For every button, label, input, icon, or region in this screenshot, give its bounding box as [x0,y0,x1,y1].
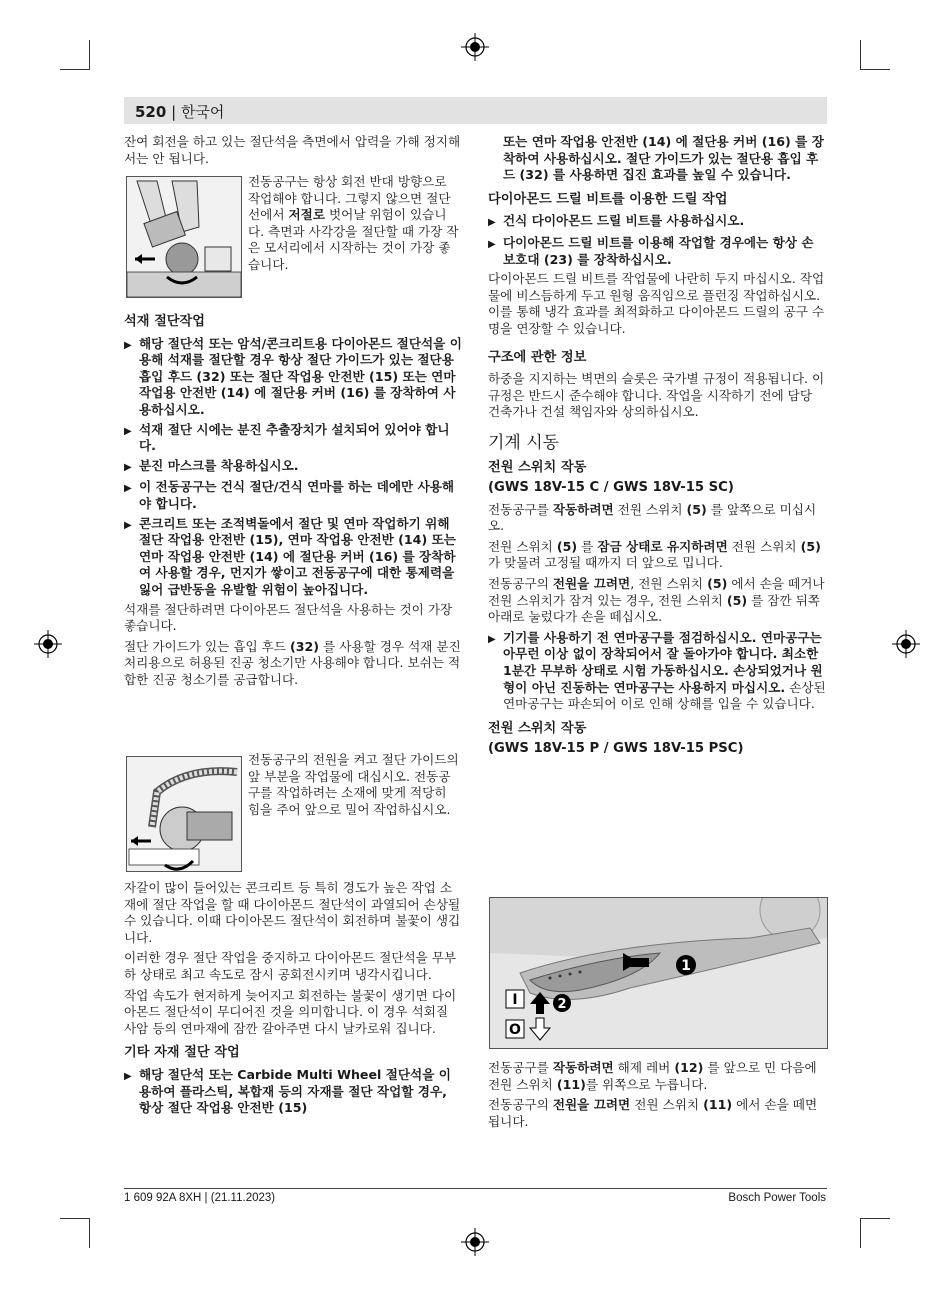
section-heading-start: 기계 시동 [488,432,560,453]
trim-mark [860,69,890,70]
figure-cutting-direction [126,176,242,298]
paddle-switch-section [488,1060,826,1134]
suction-hood-illustration [127,757,241,871]
concrete-section [124,880,462,1120]
bullet-item: ▶ 석재 절단 시에는 분진 추출장치가 설치되어 있어야 합니다. [124,421,450,454]
page-number: 520 [135,103,167,121]
right-column [488,134,826,763]
bullet-arrow-icon: ▶ [124,339,132,351]
stone-cutting-section [124,302,462,692]
bullet-arrow-icon: ▶ [124,1070,132,1082]
callout-2: 2 [557,997,567,1012]
registration-mark-bottom [461,1228,489,1256]
continued-bullet: 또는 연마 작업용 안전반 (14) 에 절단용 커버 (16) 를 장착하여 사용하십시오. 절단 가이드가 있는 절단용 흡입 후드 (32) 를 사용하면 집진 효과를 높일 수 있습니다. [503,134,824,183]
switch-on-paragraph: 전동공구를 작동하려면 전원 스위치 (5) 를 앞쪽으로 미십시오. [488,501,817,534]
section-heading-switch: 전원 스위치 작동 [488,459,587,475]
figure-cutting-guide [126,756,242,872]
bullet-arrow-icon: ▶ [124,519,132,531]
on-symbol: I [512,992,518,1008]
bullet-item: ▶ 분진 마스크를 착용하십시오. [124,458,462,477]
trim-mark [860,1218,861,1248]
grinder-cutting-illustration [127,177,241,297]
section-heading-structure: 구조에 관한 정보 [488,349,587,365]
section-heading-switch-2: 전원 스위치 작동 [488,720,587,736]
bullet-item: ▶ 건식 다이아몬드 드릴 비트를 사용하십시오. [488,213,826,232]
section-heading-drill: 다이아몬드 드릴 비트를 이용한 드릴 작업 [488,191,728,207]
bullet-arrow-icon: ▶ [488,633,496,645]
paddle-off-paragraph: 전동공구의 전원을 끄려면 전원 스위치 (11) 에서 손을 떼면 됩니다. [488,1097,818,1129]
paddle-on-paragraph: 전동공구를 작동하려면 해제 레버 (12) 를 앞으로 민 다음에 전원 스위치 (11)를 위쪽으로 누릅니다. [488,1060,817,1092]
trim-mark [89,1218,90,1248]
header-separator: | [171,103,177,121]
bullet-item: ▶ 다이아몬드 드릴 비트를 이용해 작업할 경우에는 항상 손 보호대 (23) 를 장착하십시오. [488,234,814,267]
drill-paragraph: 다이아몬드 드릴 비트를 작업물에 나란히 두지 마십시오. 작업물에 비스듬하게 두고 원형 움직임으로 플런징 작업하십시오. 이를 통해 냉각 효과를 최적화하고 다이아몬드 드릴의 공구 수명을 연장할 수 있습니다. [488,271,825,336]
model-label-c: (GWS 18V-15 C / GWS 18V-15 SC) [488,480,734,496]
trim-mark [860,40,861,70]
page-header-bar [124,97,827,124]
off-symbol: O [509,1022,521,1038]
bullet-arrow-icon: ▶ [124,425,132,437]
callout-1: 1 [681,958,691,974]
bullet-item: ▶ 이 전동공구는 건식 절단/건식 연마를 하는 데에만 사용해야 합니다. [124,479,455,511]
model-label-p: (GWS 18V-15 P / GWS 18V-15 PSC) [488,741,744,757]
bullet-arrow-icon: ▶ [488,217,496,229]
figure2-caption: 전동공구의 전원을 켜고 절단 가이드의 앞 부분을 작업물에 대십시오. 전동공구를 작업하려는 소재에 맞게 적당히 힘을 주어 앞으로 밀어 작업하십시오. [248,752,459,817]
structure-paragraph: 하중을 지지하는 벽면의 슬롯은 국가별 규정이 적용됩니다. 이 규정은 반드시 준수해야 합니다. 작업을 시작하기 전에 담당 건축가나 건설 책임자와 상의하십시오. [488,371,825,420]
bullet-item: ▶ 해당 절단석 또는 암석/콘크리트용 다이아몬드 절단석을 이용해 석재를 절단할 경우 항상 절단 가이드가 있는 절단용 흡입 후드 (32) 또는 절단 작업용 안전반 (15) 또는 연마 작업용 안전반 (14) 에 절단용 커버 (16) 를 장착하여 사용하십시오. [124,335,462,417]
section-heading-other: 기타 자재 절단 작업 [124,1045,240,1061]
bullet-arrow-icon: ▶ [124,483,132,495]
figure-paddle-switch [489,897,828,1049]
figure1-caption: 전동공구는 항상 회전 반대 방향으로 작업해야 합니다. 그렇지 않으면 절단선에서 저절로 벗어날 위험이 있습니다. 측면과 사각강을 절단할 때 가장 작은 모서리에서 시작하는 것이 가장 좋습니다. [248,174,459,272]
bullet-arrow-icon: ▶ [488,238,496,250]
registration-mark-left [34,630,62,658]
trim-mark [860,1218,890,1219]
stone-paragraph-1: 석재를 절단하려면 다이아몬드 절단석을 사용하는 것이 가장 좋습니다. [124,601,453,634]
concrete-paragraph-2: 이러한 경우 절단 작업을 중지하고 다이아몬드 절단석을 무부하 상태로 최고 속도로 잠시 공회전시키며 냉각시킵니다. [124,950,457,982]
trim-mark [60,1218,90,1219]
registration-mark-top [461,33,489,61]
footer-brand: Bosch Power Tools [728,1192,826,1204]
page-header [135,101,224,122]
bullet-item: ▶ 콘크리트 또는 조적벽돌에서 절단 및 연마 작업하기 위해 절단 작업용 안전반 (15), 연마 작업용 안전반 (14) 또는 연마 작업용 안전반 (14) 에 절단용 커버 (16) 를 장착하여 사용할 경우, 먼지가 쌓이고 전동공구에 대한 통제력을 잃어 급반동을 유발할 위험이 높아집니다. [124,515,456,597]
stone-paragraph-2: 절단 가이드가 있는 흡입 후드 (32) 를 사용할 경우 석재 분진 처리용으로 허용된 진공 청소기만 사용해야 합니다. 보쉬는 적합한 진공 청소기를 공급합니다. [124,638,461,687]
registration-mark-right [892,630,920,658]
header-language: 한국어 [180,103,225,121]
trim-mark [60,69,90,70]
footer-rule [124,1188,827,1189]
concrete-paragraph-3: 작업 속도가 현저하게 늦어지고 회전하는 불꽃이 생기면 다이아몬드 절단석이 무디어진 것을 의미합니다. 이 경우 석회질 사암 등의 연마재에 잠깐 갈아주면 다시 날카로워 집니다. [124,987,457,1036]
footer-doc-id: 1 609 92A 8XH | (21.11.2023) [124,1192,276,1204]
trim-mark [89,40,90,70]
left-intro [124,134,462,171]
bullet-item: ▶ 기기를 사용하기 전 연마공구를 점검하십시오. 연마공구는 아무런 이상 없이 장착되어서 잘 돌아가야 합니다. 최소한 1분간 무부하 상태로 시험 가동하십시오. 손상되었거나 원형이 아닌 진동하는 연마공구는 사용하지 마십시오. 손상된 연마공구는 파손되어 이로 인해 상해를 입을 수 있습니다. [488,629,826,712]
paddle-switch-illustration [490,898,827,1048]
bullet-arrow-icon: ▶ [124,461,132,473]
switch-off-paragraph: 전동공구의 전원을 끄려면, 전원 스위치 (5) 에서 손을 떼거나 전원 스위치가 잠겨 있는 경우, 전원 스위치 (5) 를 잠깐 뒤쪽 아래로 눌렀다가 손을 떼십시오. [488,576,825,625]
bullet-item: ▶ 해당 절단석 또는 Carbide Multi Wheel 절단석을 이용하여 플라스틱, 복합재 등의 자재를 절단 작업할 경우, 항상 절단 작업용 안전반 (15) [124,1066,451,1116]
intro-paragraph: 잔여 회전을 하고 있는 절단석을 측면에서 압력을 가해 정지해서는 안 됩니다. [124,134,461,166]
concrete-paragraph-1: 자갈이 많이 들어있는 콘크리트 등 특히 경도가 높은 작업 소재에 절단 작업을 할 때 다이아몬드 절단석이 과열되어 손상될 수 있습니다. 이때 다이아몬드 절단석이 회전하며 불꽃이 생깁니다. [124,880,461,945]
section-heading-stone: 석재 절단작업 [124,314,206,329]
switch-lock-paragraph: 전원 스위치 (5) 를 잠금 상태로 유지하려면 전원 스위치 (5) 가 맞물려 고정될 때까지 더 앞으로 밉니다. [488,538,821,571]
